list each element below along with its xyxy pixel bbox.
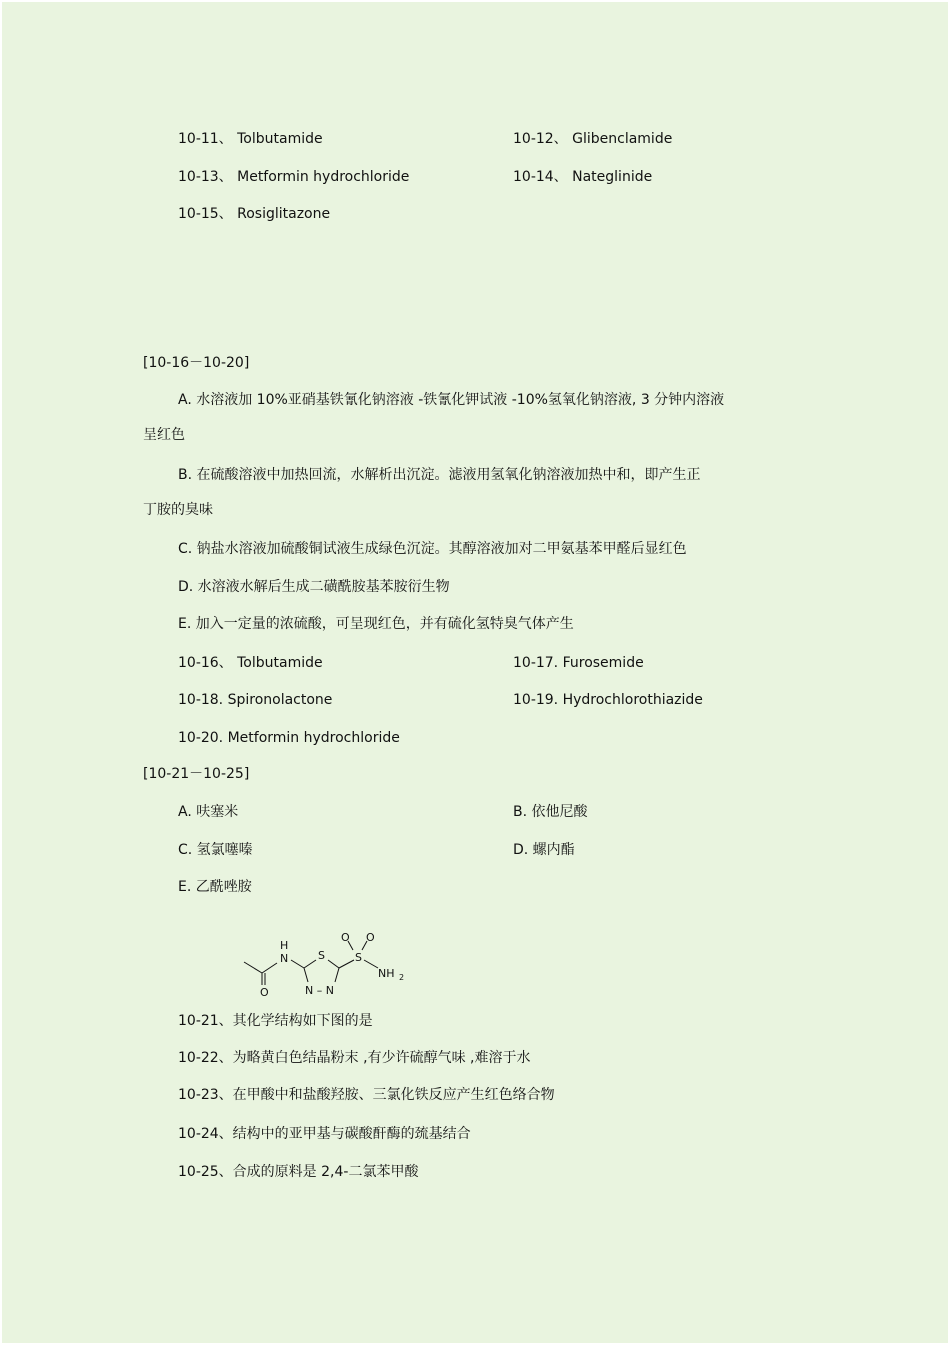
bond-n-ring [291,960,304,968]
question-10-25: 10-25、合成的原料是 2,4-二氯苯甲酸 [178,1164,419,1180]
item-10-15: 10-15、 Rosiglitazone [178,206,331,222]
atom-s-ring: S [318,949,325,962]
item-10-17: 10-17. Furosemide [513,655,644,671]
option-a-line2: 呈红色 [143,427,185,443]
bond-s-n [364,960,378,968]
chemical-structure [240,930,420,1006]
atom-n-ring: N – N [305,984,334,997]
bond-c-n [262,963,277,973]
bond-ring-n1 [304,968,308,982]
item-10-12: 10-12、 Glibenclamide [513,131,673,147]
option-c: C. 钠盐水溶液加硫酸铜试液生成绿色沉淀。其醇溶液加对二甲氨基苯甲醛后显红色 [178,541,687,557]
atom-o-1: O [341,931,350,944]
item-10-20: 10-20. Metformin hydrochloride [178,730,400,746]
section-header-10-21-10-25: [10-21－10-25] [143,766,250,782]
structure-svg [240,930,420,1002]
option-c-hydrochlorothiazide: C. 氢氯噻嗪 [178,842,253,858]
question-10-23: 10-23、在甲酸中和盐酸羟胺、三氯化铁反应产生红色络合物 [178,1087,555,1103]
bond-methyl [244,962,262,973]
atom-o-carbonyl: O [260,986,269,999]
option-e: E. 加入一定量的浓硫酸，可呈现红色，并有硫化氢特臭气体产生 [178,616,574,632]
option-d-spironolactone: D. 螺内酯 [513,842,575,858]
item-10-13: 10-13、 Metformin hydrochloride [178,169,410,185]
atom-n-amide: N [280,952,289,965]
option-a-furosemide: A. 呋塞米 [178,804,239,820]
option-e-acetazolamide: E. 乙酰唑胺 [178,879,252,895]
bond-ring-s1 [304,960,316,968]
atom-nh2-subscript: 2 [399,973,405,982]
atom-h: H [280,939,289,952]
bond-ring-s2 [328,960,339,968]
option-b-line1: B. 在硫酸溶液中加热回流，水解析出沉淀。滤液用氢氧化钠溶液加热中和，即产生正 [178,467,701,483]
item-10-14: 10-14、 Nateglinide [513,169,653,185]
atom-nh2: NH [378,967,395,980]
bond-ring-sulfonyl [339,960,354,968]
item-10-19: 10-19. Hydrochlorothiazide [513,692,703,708]
option-b-ethacrynic-acid: B. 依他尼酸 [513,804,588,820]
atom-o-2: O [366,931,375,944]
option-d: D. 水溶液水解后生成二磺酰胺基苯胺衍生物 [178,579,450,595]
atom-s-sulfonyl: S [355,951,362,964]
section-header-10-16-10-20: [10-16－10-20] [143,355,250,371]
document-page [2,2,948,1343]
question-10-21: 10-21、其化学结构如下图的是 [178,1013,373,1029]
item-10-16: 10-16、 Tolbutamide [178,655,323,671]
question-10-24: 10-24、结构中的亚甲基与碳酸酐酶的巯基结合 [178,1126,471,1142]
bond-ring-n2 [335,968,339,982]
item-10-11: 10-11、 Tolbutamide [178,131,323,147]
question-10-22: 10-22、为略黄白色结晶粉末 ,有少许硫醇气味 ,难溶于水 [178,1050,531,1066]
option-b-line2: 丁胺的臭味 [143,502,213,518]
option-a-line1: A. 水溶液加 10%亚硝基铁氰化钠溶液 -铁氰化钾试液 -10%氢氧化钠溶液, 3 分钟内溶液 [178,392,725,408]
item-10-18: 10-18. Spironolactone [178,692,333,708]
